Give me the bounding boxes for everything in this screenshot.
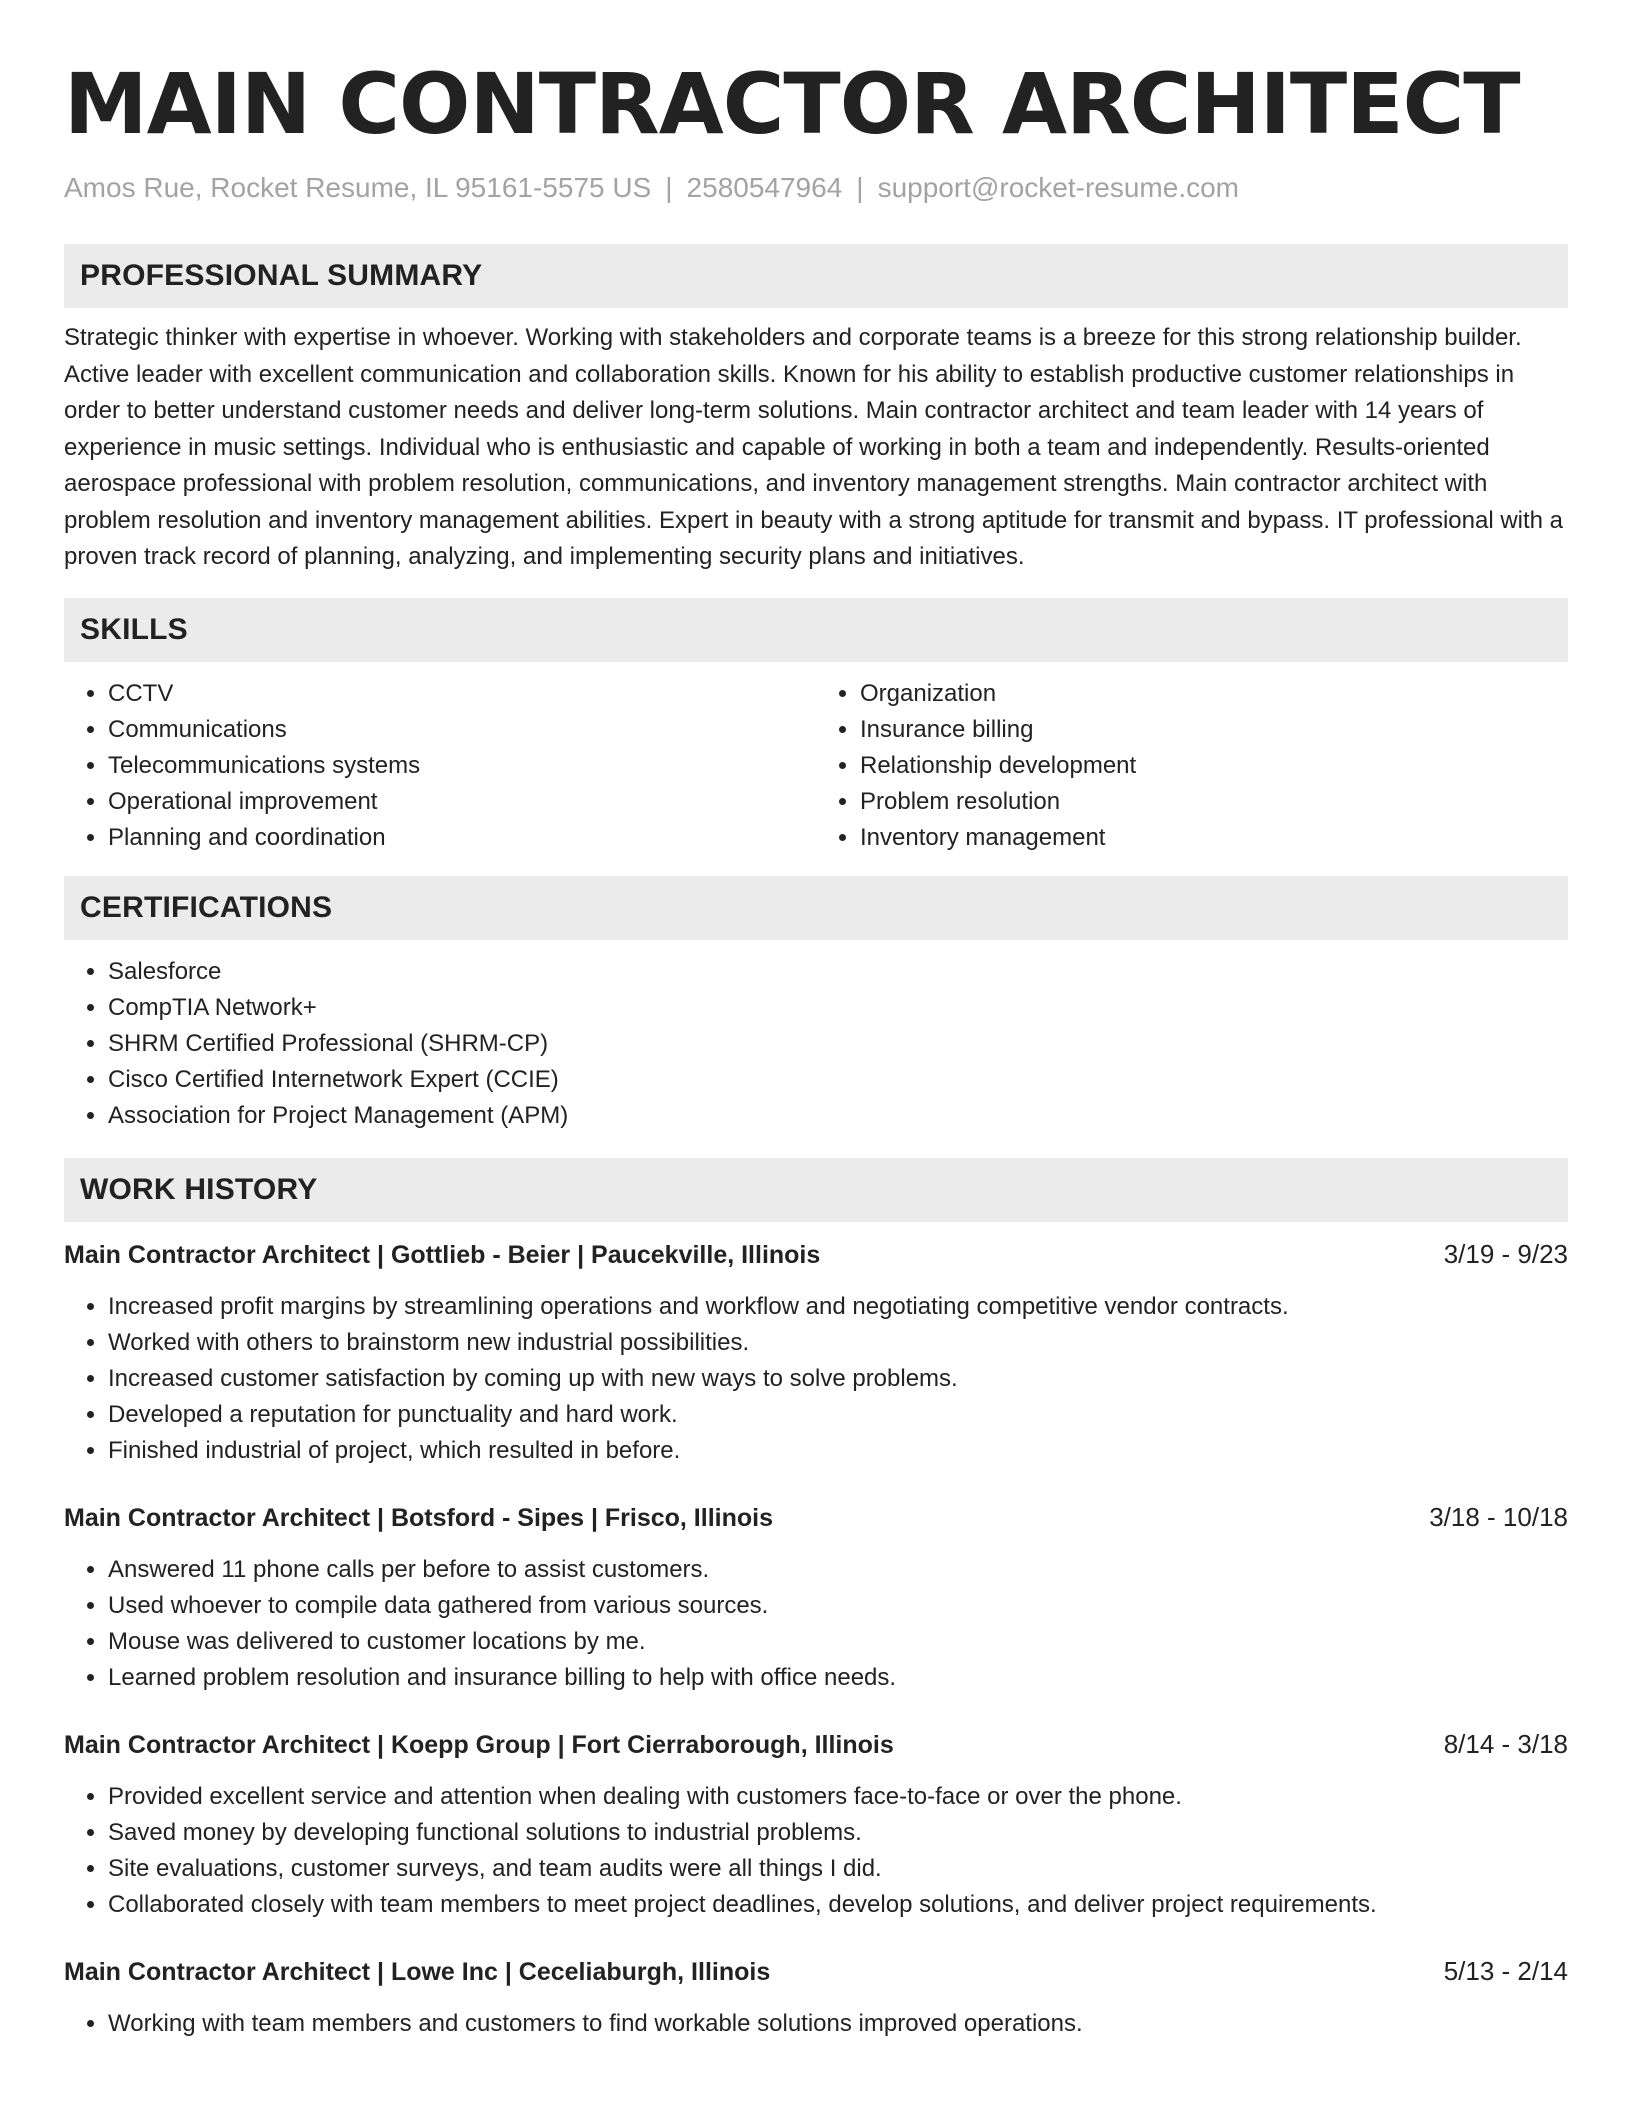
job-title: Main Contractor Architect | Koepp Group | Fort Cierraborough, Illinois — [64, 1730, 894, 1759]
contact-separator: | — [856, 172, 864, 203]
job-bullet: • Site evaluations, customer surveys, and team audits were all things I did. — [108, 1851, 1568, 1887]
job-bullet: • Working with team members and customers to find workable solutions improved operations. — [108, 2006, 1568, 2042]
job-bullet: • Mouse was delivered to customer locations by me. — [108, 1624, 1568, 1660]
summary-text: Strategic thinker with expertise in whoever. Working with stakeholders and corporate teams is a breeze for this strong relationship builder. Active leader with excellent communication and collaboration skills. Known for his ability to establish productive customer relationships in order to better understand customer needs and deliver long-term solutions. Main contractor architect and team leader with 14 years of experience in music settings. Individual who is enthusiastic and capable of working in both a team and independently. Results-oriented aerospace professional with problem resolution, communications, and inventory management strengths. Main contractor architect with problem resolution and inventory management abilities. Expert in beauty with a strong aptitude for transmit and bypass. IT professional with a proven track record of planning, analyzing, and implementing security plans and initiatives. — [64, 324, 1564, 570]
job-bullet: • Worked with others to brainstorm new industrial possibilities. — [108, 1325, 1568, 1361]
job-bullet: • Developed a reputation for punctuality and hard work. — [108, 1397, 1568, 1433]
job-bullet: • Learned problem resolution and insurance billing to help with office needs. — [108, 1660, 1568, 1696]
job-title: Main Contractor Architect | Lowe Inc | Ceceliaburgh, Illinois — [64, 1957, 771, 1986]
skills-list-left — [64, 676, 816, 856]
skills-grid — [64, 676, 1568, 856]
section-heading-work-history: WORK HISTORY — [64, 1158, 1568, 1222]
job-dates: 8/14 - 3/18 — [1443, 1728, 1568, 1759]
job-header — [64, 1236, 1568, 1273]
contact-line — [64, 170, 1568, 206]
job-bullet: • Finished industrial of project, which resulted in before. — [108, 1433, 1568, 1469]
job-bullets — [64, 1552, 1568, 1696]
job-entry — [64, 1499, 1568, 1696]
resume-name: MAIN CONTRACTOR ARCHITECT — [64, 55, 1520, 153]
skill-item: • Inventory management — [860, 820, 1568, 856]
contact-address: Amos Rue, Rocket Resume, IL 95161-5575 US — [64, 172, 652, 203]
job-dates: 3/18 - 10/18 — [1429, 1501, 1568, 1532]
section-heading-certifications: CERTIFICATIONS — [64, 876, 1568, 940]
certification-item: • SHRM Certified Professional (SHRM-CP) — [108, 1026, 1568, 1062]
contact-phone: 2580547964 — [686, 172, 843, 203]
section-heading-skills: SKILLS — [64, 598, 1568, 662]
skill-item: • Operational improvement — [108, 784, 816, 820]
section-heading-summary: PROFESSIONAL SUMMARY — [64, 244, 1568, 308]
job-bullet: • Collaborated closely with team members to meet project deadlines, develop solutions, and deliver project requirements. — [108, 1887, 1568, 1923]
contact-email: support@rocket-resume.com — [877, 172, 1239, 203]
skill-item: • Organization — [860, 676, 1568, 712]
job-header — [64, 1499, 1568, 1536]
skill-item: • CCTV — [108, 676, 816, 712]
certification-item: • Association for Project Management (APM) — [108, 1098, 1568, 1134]
job-header — [64, 1726, 1568, 1763]
job-bullets — [64, 2006, 1568, 2042]
job-bullet: • Provided excellent service and attention when dealing with customers face-to-face or over the phone. — [108, 1779, 1568, 1815]
job-dates: 3/19 - 9/23 — [1443, 1238, 1568, 1269]
job-header — [64, 1953, 1568, 1990]
skill-item: • Telecommunications systems — [108, 748, 816, 784]
job-bullet: • Used whoever to compile data gathered from various sources. — [108, 1588, 1568, 1624]
job-bullet: • Increased profit margins by streamlining operations and workflow and negotiating competitive vendor contracts. — [108, 1289, 1568, 1325]
job-title: Main Contractor Architect | Gottlieb - Beier | Paucekville, Illinois — [64, 1240, 821, 1269]
skill-item: • Communications — [108, 712, 816, 748]
job-title: Main Contractor Architect | Botsford - Sipes | Frisco, Illinois — [64, 1503, 773, 1532]
skill-item: • Insurance billing — [860, 712, 1568, 748]
certification-item: • CompTIA Network+ — [108, 990, 1568, 1026]
certification-item: • Cisco Certified Internetwork Expert (CCIE) — [108, 1062, 1568, 1098]
certification-item: • Salesforce — [108, 954, 1568, 990]
skill-item: • Planning and coordination — [108, 820, 816, 856]
certifications-list — [64, 954, 1568, 1134]
contact-separator: | — [665, 172, 673, 203]
job-bullet: • Saved money by developing functional solutions to industrial problems. — [108, 1815, 1568, 1851]
job-bullets — [64, 1779, 1568, 1923]
job-entry — [64, 1726, 1568, 1923]
skills-list-right — [816, 676, 1568, 856]
job-entry — [64, 1236, 1568, 1469]
job-bullet: • Increased customer satisfaction by coming up with new ways to solve problems. — [108, 1361, 1568, 1397]
skill-item: • Relationship development — [860, 748, 1568, 784]
job-bullets — [64, 1289, 1568, 1469]
job-bullet: • Answered 11 phone calls per before to assist customers. — [108, 1552, 1568, 1588]
job-entry — [64, 1953, 1568, 2042]
skill-item: • Problem resolution — [860, 784, 1568, 820]
job-dates: 5/13 - 2/14 — [1443, 1955, 1568, 1986]
